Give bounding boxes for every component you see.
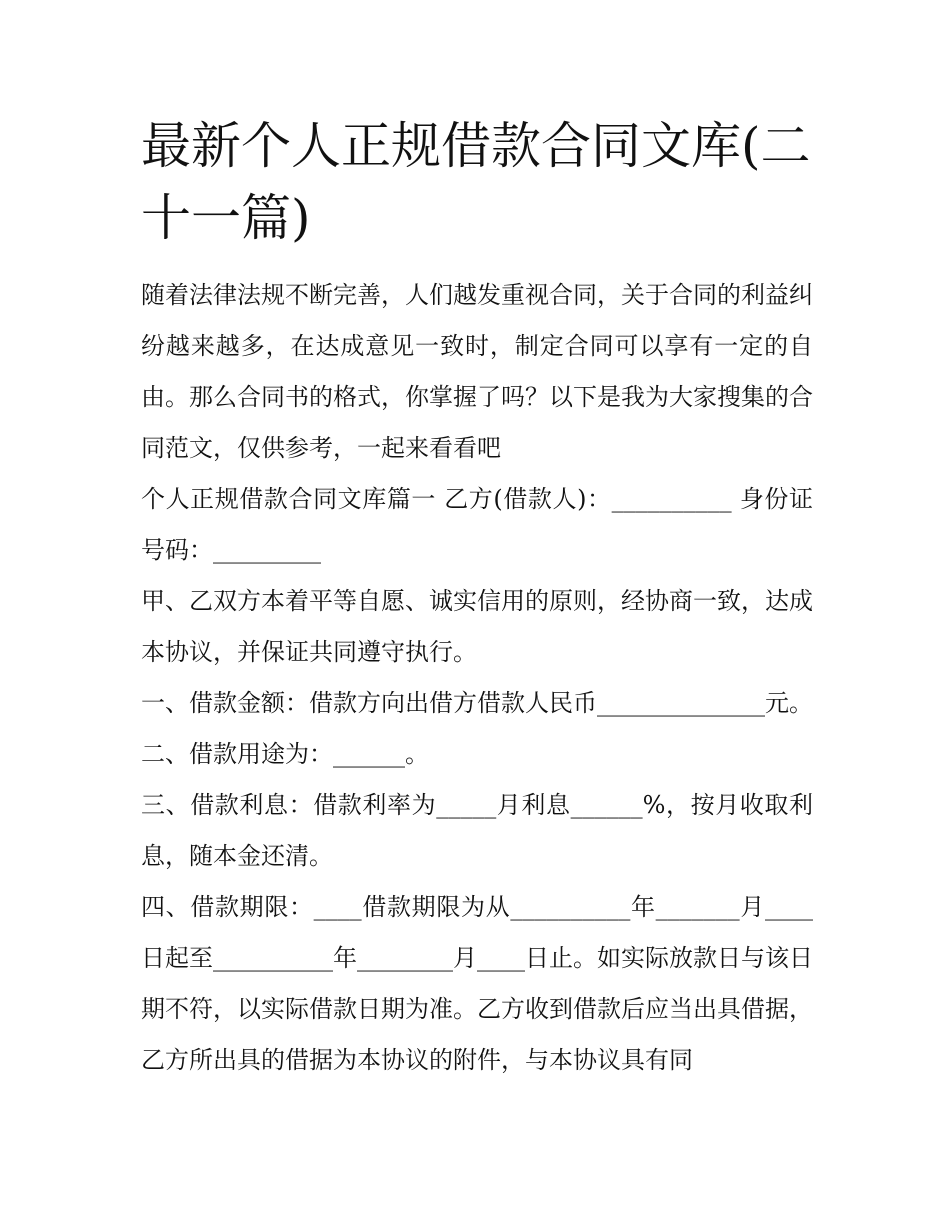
loan-interest-paragraph: 三、借款利息：借款利率为_____月利息______%，按月收取利息，随本金还清。 bbox=[141, 791, 813, 870]
document-title: 最新个人正规借款合同文库(二十一篇) bbox=[141, 117, 811, 247]
contract-header-paragraph: 个人正规借款合同文库篇一 乙方(借款人)：__________ 身份证号码：_________ bbox=[141, 485, 813, 564]
loan-amount-paragraph: 一、借款金额：借款方向出借方借款人民币______________元。 二、借款用途为：______。 bbox=[141, 689, 813, 768]
document-page bbox=[141, 110, 813, 1086]
intro-paragraph: 随着法律法规不断完善，人们越发重视合同，关于合同的利益纠纷越来越多，在达成意见一致时，制定合同可以享有一定的自由。那么合同书的格式，你掌握了吗？以下是我为大家搜集的合同范文，仅供参考，一起来看看吧 bbox=[141, 281, 813, 462]
principle-paragraph: 甲、乙双方本着平等自愿、诚实信用的原则，经协商一致，达成本协议，并保证共同遵守执行。 bbox=[141, 587, 813, 666]
loan-term-paragraph: 四、借款期限：____借款期限为从__________年_______月____日起至__________年________月____日止。如实际放款日与该日期不符，以实际借款日期为准。乙方收到借款后应当出具借据，乙方所出具的借据为本协议的附件，与本协议具有同 bbox=[141, 893, 813, 1074]
